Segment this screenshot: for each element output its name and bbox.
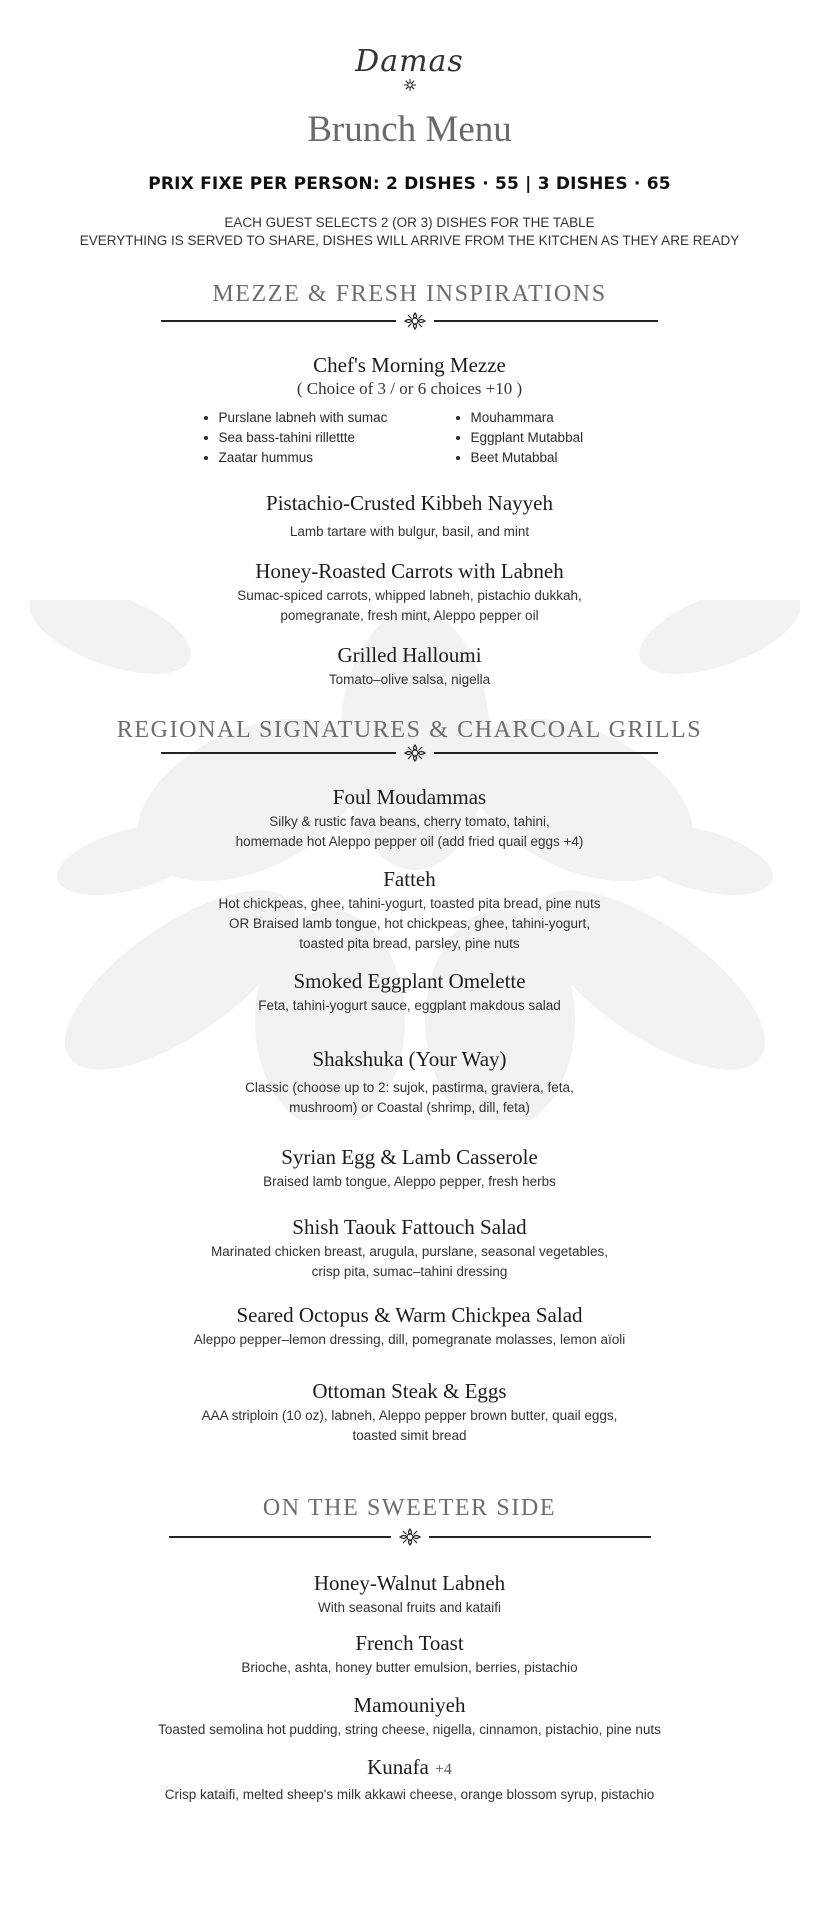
- dish-description: [0, 1658, 819, 1678]
- dish-extra-price: +4: [434, 1761, 452, 1778]
- dish-name: Shakshuka (Your Way): [312, 1047, 507, 1071]
- mezze-options: [0, 408, 819, 468]
- desc-line: Aleppo pepper–lemon dressing, dill, pomegranate molasses, lemon aïoli: [193, 1332, 626, 1347]
- note-line: EVERYTHING IS SERVED TO SHARE, DISHES WILL ARRIVE FROM THE KITCHEN AS THEY ARE READY: [79, 233, 740, 248]
- logo: [0, 0, 819, 92]
- section-title: MEZZE & FRESH INSPIRATIONS: [212, 281, 607, 307]
- dish-name: Grilled Halloumi: [337, 643, 482, 667]
- section-divider: [0, 744, 819, 762]
- dish-name: Pistachio-Crusted Kibbeh Nayyeh: [266, 491, 553, 515]
- dish-item: [0, 1754, 819, 1805]
- dish-name: Syrian Egg & Lamb Casserole: [281, 1145, 538, 1169]
- desc-line: Lamb tartare with bulgur, basil, and mint: [289, 524, 530, 539]
- dish-name: Chef's Morning Mezze: [313, 353, 506, 377]
- dish-item: [0, 558, 819, 626]
- dish-description: [0, 1078, 819, 1118]
- dish-name: Shish Taouk Fattouch Salad: [292, 1215, 527, 1239]
- flower-ornament-icon: [399, 1528, 421, 1546]
- page-title: Brunch Menu: [307, 109, 512, 150]
- desc-line: AAA striploin (10 oz), labneh, Aleppo pepper brown butter, quail eggs,: [201, 1408, 618, 1423]
- desc-line: mushroom) or Coastal (shrimp, dill, feta): [289, 1100, 530, 1115]
- dish-description: [0, 1330, 819, 1350]
- logo-text: Damas: [355, 44, 464, 79]
- dish-description: [0, 1598, 819, 1618]
- dish-item: [0, 1630, 819, 1678]
- desc-line: OR Braised lamb tongue, hot chickpeas, ghee, tahini-yogurt,: [229, 916, 590, 931]
- dish-item: [0, 784, 819, 852]
- desc-line: homemade hot Aleppo pepper oil (add fried quail eggs +4): [235, 834, 584, 849]
- section-regional-signatures: [0, 716, 819, 1446]
- dish-item: [0, 1378, 819, 1446]
- dish-name: Foul Moudammas: [332, 785, 487, 809]
- dish-item: [0, 642, 819, 690]
- dish-item: [0, 352, 819, 468]
- note-line: EACH GUEST SELECTS 2 (OR 3) DISHES FOR THE TABLE: [224, 215, 595, 230]
- desc-line: toasted pita bread, parsley, pine nuts: [299, 936, 520, 951]
- dish-description: [0, 1242, 819, 1282]
- sharing-note: [0, 214, 819, 250]
- mezze-options-left: [199, 408, 429, 468]
- dish-item: [0, 1046, 819, 1118]
- dish-description: [0, 894, 819, 954]
- desc-line: pomegranate, fresh mint, Aleppo pepper oil: [280, 608, 539, 623]
- desc-line: Hot chickpeas, ghee, tahini-yogurt, toasted pita bread, pine nuts: [218, 896, 601, 911]
- section-title: ON THE SWEETER SIDE: [262, 1495, 557, 1521]
- dish-item: [0, 968, 819, 1016]
- desc-line: Marinated chicken breast, arugula, purslane, seasonal vegetables,: [211, 1244, 608, 1259]
- dish-item: [0, 1144, 819, 1192]
- dish-description: [0, 1406, 819, 1446]
- dish-name: Honey-Roasted Carrots with Labneh: [255, 559, 564, 583]
- dish-name: Ottoman Steak & Eggs: [312, 1379, 507, 1403]
- mezze-option: • Zaatar hummus: [219, 448, 429, 468]
- section-mezze: [0, 280, 819, 690]
- dish-item: [0, 1214, 819, 1282]
- desc-line: Feta, tahini-yogurt sauce, eggplant makdous salad: [258, 998, 561, 1013]
- desc-line: Toasted semolina hot pudding, string cheese, nigella, cinnamon, pistachio, pine nuts: [158, 1722, 661, 1737]
- desc-line: Silky & rustic fava beans, cherry tomato, tahini,: [269, 814, 550, 829]
- dish-description: [0, 812, 819, 852]
- dish-name: Fatteh: [383, 867, 436, 891]
- dish-item: [0, 1570, 819, 1618]
- dish-name: Mamouniyeh: [353, 1693, 466, 1717]
- desc-line: Sumac-spiced carrots, whipped labneh, pistachio dukkah,: [237, 588, 582, 603]
- desc-line: Crisp kataifi, melted sheep's milk akkawi cheese, orange blossom syrup, pistachio: [164, 1787, 655, 1802]
- dish-description: [0, 1785, 819, 1805]
- desc-line: With seasonal fruits and kataifi: [317, 1600, 502, 1615]
- desc-line: Brioche, ashta, honey butter emulsion, berries, pistachio: [241, 1660, 578, 1675]
- mezze-option: • Beet Mutabbal: [471, 448, 621, 468]
- dish-name: [0, 1754, 819, 1783]
- dish-description: [0, 1172, 819, 1192]
- dish-item: [0, 490, 819, 542]
- dish-name-text: Kunafa: [367, 1755, 429, 1779]
- dish-name: Seared Octopus & Warm Chickpea Salad: [236, 1303, 583, 1327]
- dish-item: [0, 866, 819, 954]
- dish-description: [0, 670, 819, 690]
- mezze-option: • Purslane labneh with sumac: [219, 408, 429, 428]
- mezze-option: • Sea bass-tahini rillettte: [219, 428, 429, 448]
- flower-ornament-icon: [404, 744, 426, 762]
- flower-ornament-icon: [404, 312, 426, 330]
- dish-name: Smoked Eggplant Omelette: [293, 969, 526, 993]
- logo-ornament-icon: [402, 78, 418, 92]
- section-divider: [0, 312, 819, 330]
- desc-line: toasted simit bread: [352, 1428, 467, 1443]
- desc-line: Braised lamb tongue, Aleppo pepper, fresh herbs: [263, 1174, 556, 1189]
- desc-line: crisp pita, sumac–tahini dressing: [311, 1264, 508, 1279]
- mezze-option: • Mouhammara: [471, 408, 621, 428]
- dish-name: Honey-Walnut Labneh: [313, 1571, 506, 1595]
- dish-description: [0, 1720, 819, 1740]
- section-sweeter-side: [0, 1494, 819, 1805]
- dish-subtitle: ( Choice of 3 / or 6 choices +10 ): [296, 379, 523, 398]
- desc-line: Tomato–olive salsa, nigella: [328, 672, 491, 687]
- dish-item: [0, 1692, 819, 1740]
- dish-description: [0, 996, 819, 1016]
- dish-description: [0, 586, 819, 626]
- dish-name: French Toast: [355, 1631, 464, 1655]
- desc-line: Classic (choose up to 2: sujok, pastirma, graviera, feta,: [245, 1080, 574, 1095]
- mezze-options-right: [451, 408, 621, 468]
- section-divider: [0, 1528, 819, 1546]
- dish-description: [0, 522, 819, 542]
- dish-item: [0, 1302, 819, 1350]
- prix-fixe-pricing: PRIX FIXE PER PERSON: 2 DISHES · 55 | 3 DISHES · 65: [148, 174, 671, 194]
- section-title: REGIONAL SIGNATURES & CHARCOAL GRILLS: [116, 717, 703, 743]
- mezze-option: • Eggplant Mutabbal: [471, 428, 621, 448]
